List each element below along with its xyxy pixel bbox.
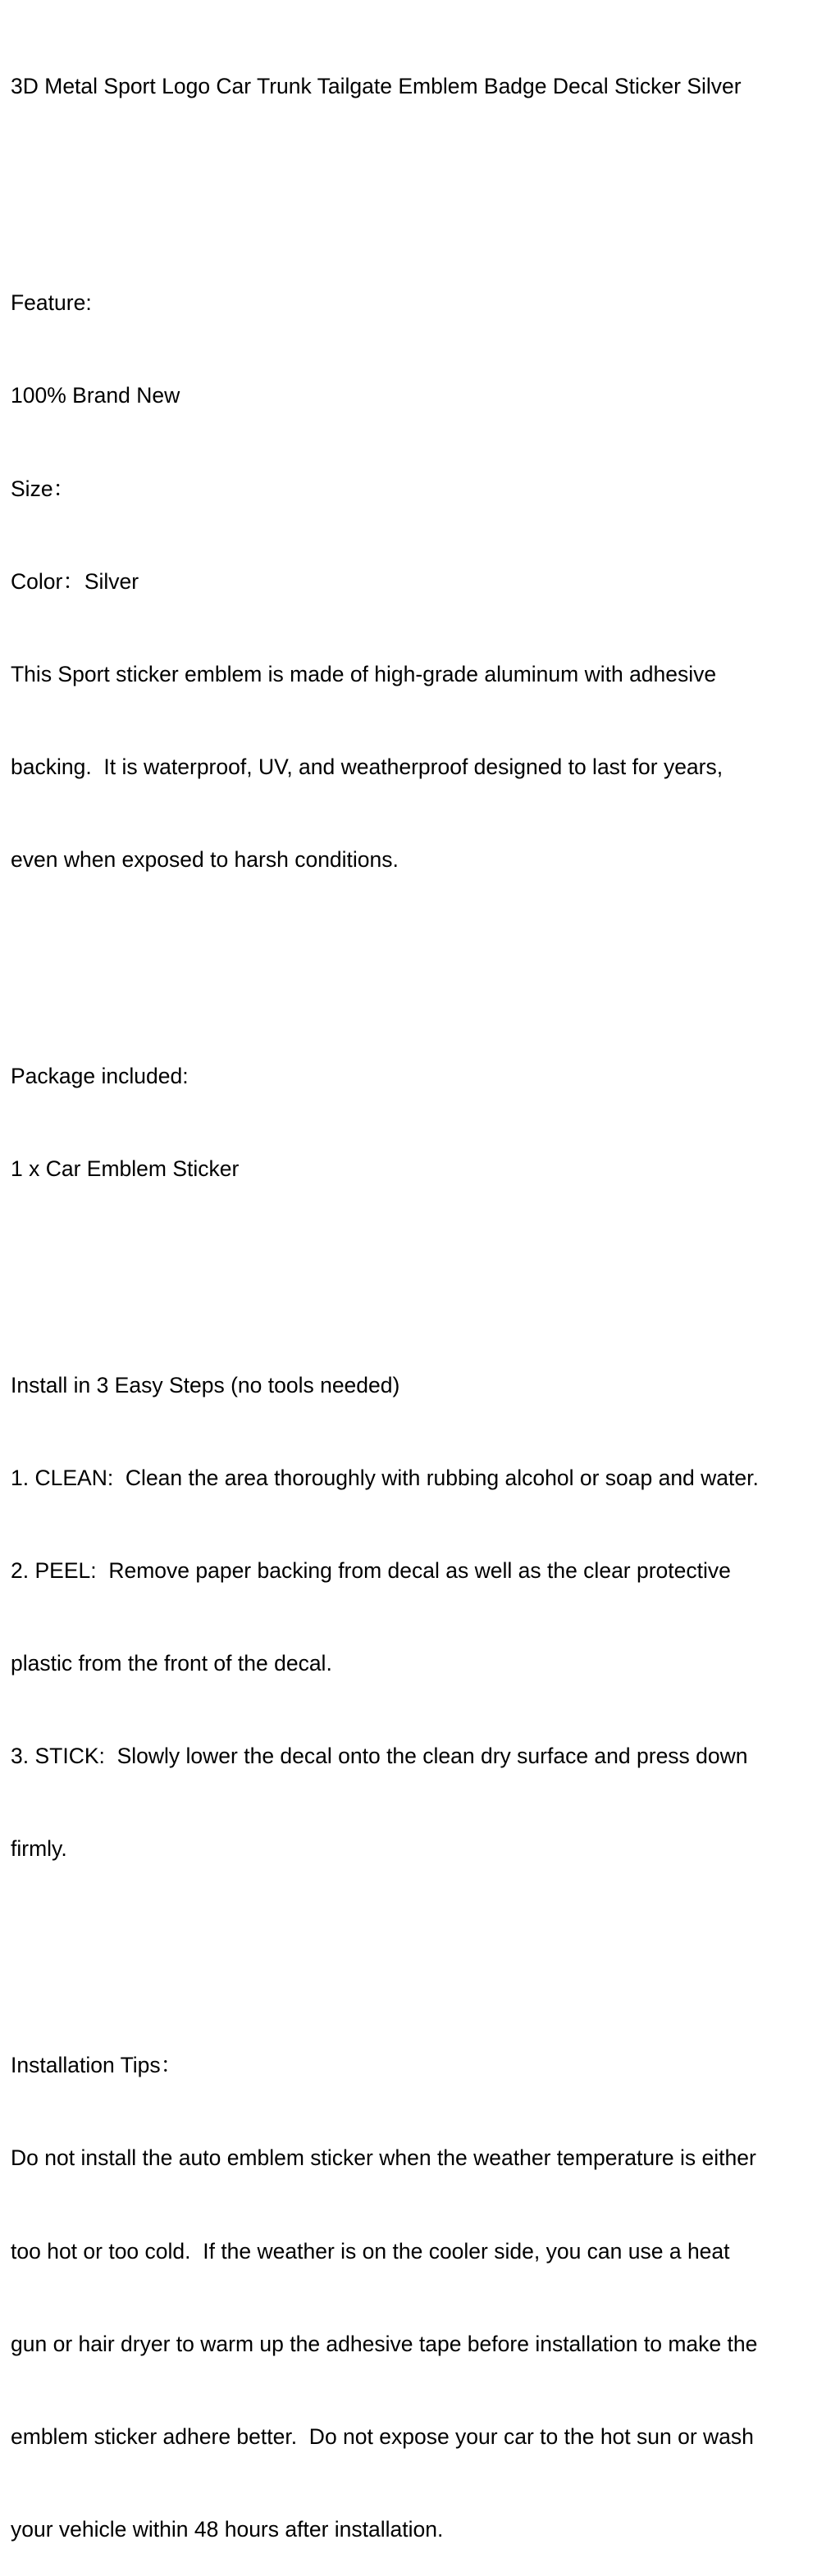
feature-description-line: backing. It is waterproof, UV, and weatherproof designed to last for years, — [11, 754, 724, 779]
spacer — [11, 1247, 831, 1278]
product-title: 3D Metal Sport Logo Car Trunk Tailgate Emblem Badge Decal Sticker Silver — [11, 74, 742, 99]
feature-description-line: This Sport sticker emblem is made of high-grade aluminum with adhesive — [11, 661, 717, 686]
product-description-document — [11, 10, 831, 2576]
install-step-line: plastic from the front of the decal. — [11, 1651, 332, 1676]
tips-line: your vehicle within 48 hours after installation. — [11, 2516, 444, 2542]
tips-line: gun or hair dryer to warm up the adhesive tape before installation to make the — [11, 2331, 758, 2356]
install-step-line: 2. PEEL: Remove paper backing from decal as well as the clear protective — [11, 1558, 731, 1584]
spacer — [11, 937, 831, 969]
spacer — [11, 165, 831, 196]
install-heading: Install in 3 Easy Steps (no tools needed) — [11, 1372, 400, 1397]
feature-color: Color：Silver — [11, 568, 139, 594]
feature-heading: Feature: — [11, 290, 92, 316]
feature-description-line: even when exposed to harsh conditions. — [11, 846, 399, 872]
feature-brand-new: 100% Brand New — [11, 383, 180, 408]
tips-line: Do not install the auto emblem sticker when the weather temperature is either — [11, 2145, 756, 2171]
install-step-line: 3. STICK: Slowly lower the decal onto the clean dry surface and press down — [11, 1744, 748, 1769]
install-step-line: firmly. — [11, 1836, 67, 1862]
feature-size: Size： — [11, 476, 75, 501]
tips-heading: Installation Tips： — [11, 2053, 183, 2078]
package-item: 1 x Car Emblem Sticker — [11, 1156, 240, 1181]
package-heading: Package included: — [11, 1063, 189, 1088]
tips-line: too hot or too cold. If the weather is on the cooler side, you can use a heat — [11, 2238, 730, 2264]
tips-line: emblem sticker adhere better. Do not expose your car to the hot sun or wash — [11, 2423, 754, 2449]
spacer — [11, 1927, 831, 1958]
install-step-line: 1. CLEAN: Clean the area thoroughly with rubbing alcohol or soap and water. — [11, 1466, 759, 1490]
